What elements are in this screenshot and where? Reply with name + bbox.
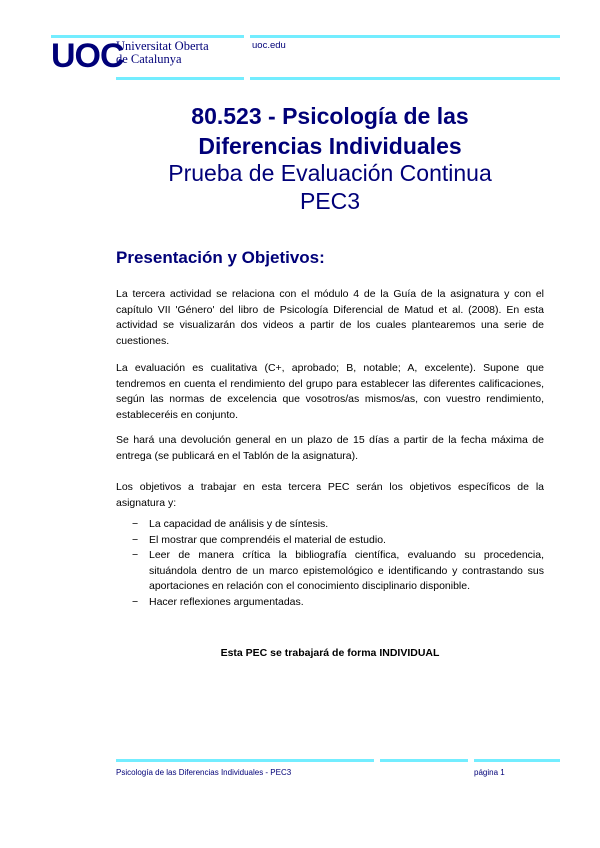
university-url: uoc.edu xyxy=(252,40,286,51)
university-name-line2: de Catalunya xyxy=(116,52,182,66)
dash-icon: − xyxy=(132,533,139,546)
document-subtitle-line1: Prueba de Evaluación Continua xyxy=(168,160,492,186)
paragraph-text: Se hará una devolución general en un plazo de 15 días a partir de la fecha máxima de entrega (se publicará en el Tablón de la asignatura). xyxy=(116,434,544,462)
footer-page-number: página 1 xyxy=(474,768,505,777)
section-heading: Presentación y Objetivos: xyxy=(116,248,325,267)
list-item-text: Leer de manera crítica la bibliografía científica, evaluando su procedencia, situándola dentro de un marco epistemológico e identificando y contrastando sus aportaciones en relación con el conocimiento disciplinario disponible. xyxy=(149,549,544,592)
list-item xyxy=(132,595,544,611)
course-title-line2: Diferencias Individuales xyxy=(198,133,462,159)
dash-icon: − xyxy=(132,595,139,608)
footer-document-title: Psicología de las Diferencias Individuales - PEC3 xyxy=(116,768,292,777)
paragraph-text: La evaluación es cualitativa (C+, aprobado; B, notable; A, excelente). Supone que tendremos en cuenta el rendimiento del grupo para establecer las diferentes calificaciones, según las normas de excelencia que vosotros/as mismos/as, con vuestro rendimiento, estableceréis en conjunto. xyxy=(116,362,544,421)
paragraph-text: La tercera actividad se relaciona con el módulo 4 de la Guía de la asignatura y con el capítulo VII 'Género' del libro de Psicología Diferencial de Matud et al. (2008). En esta actividad se visualizarán dos videos a partir de los cuales plantearemos una serie de cuestiones. xyxy=(116,288,544,347)
header-top-rule-right xyxy=(250,35,560,38)
university-name xyxy=(116,40,209,66)
list-item-text: El mostrar que comprendéis el material de estudio. xyxy=(149,533,386,546)
document-subtitle xyxy=(100,159,560,215)
objectives-list xyxy=(132,517,544,610)
paragraph-2 xyxy=(116,361,544,423)
document-subtitle-line2: PEC3 xyxy=(299,188,361,214)
list-item xyxy=(132,517,544,533)
header-bottom-rule-left xyxy=(116,77,244,80)
list-item-text: Hacer reflexiones argumentadas. xyxy=(149,595,304,608)
dash-icon: − xyxy=(132,549,139,561)
paragraph-1 xyxy=(116,287,544,349)
footer-rule-right xyxy=(474,759,560,762)
paragraph-text: Los objetivos a trabajar en esta tercera PEC serán los objetivos específicos de la asignatura y: xyxy=(116,481,544,509)
individual-work-note: Esta PEC se trabajará de forma INDIVIDUAL xyxy=(220,647,440,659)
list-item xyxy=(132,548,544,595)
list-item xyxy=(132,533,544,549)
course-title xyxy=(100,101,560,161)
footer-rule-left xyxy=(116,759,374,762)
uoc-logo-icon: UOC xyxy=(51,37,124,75)
university-name-line1: Universitat Oberta xyxy=(116,39,209,53)
header-bottom-rule-right xyxy=(250,77,560,80)
course-title-line1: 80.523 - Psicología de las xyxy=(191,103,469,129)
footer-rule-middle xyxy=(380,759,468,762)
paragraph-3 xyxy=(116,433,544,464)
dash-icon: − xyxy=(132,518,139,530)
list-item-text: La capacidad de análisis y de síntesis. xyxy=(149,518,329,530)
paragraph-4 xyxy=(116,480,544,511)
